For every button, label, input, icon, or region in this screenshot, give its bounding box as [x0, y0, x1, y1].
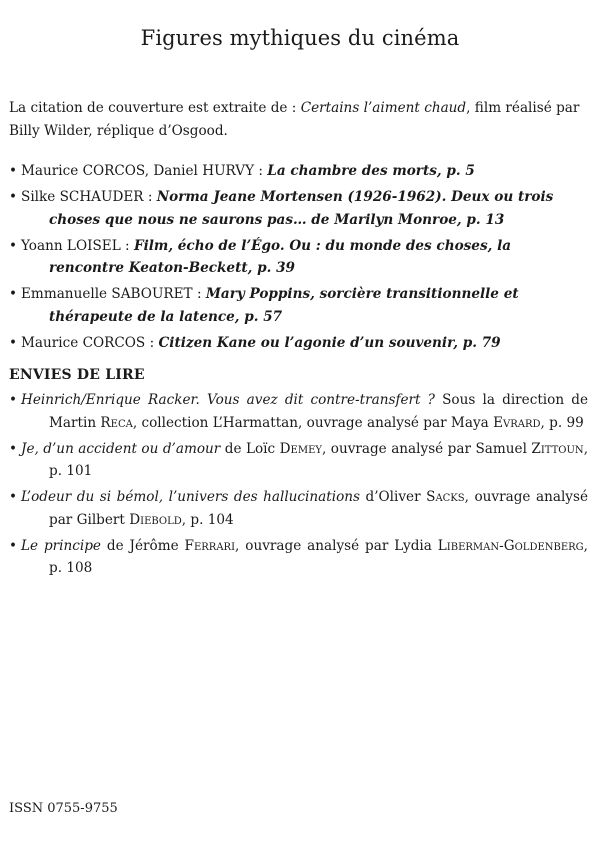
contribution-author: Silke SCHAUDER :	[21, 189, 157, 205]
intro-film: Certains l’aiment chaud	[300, 100, 467, 116]
review-author-name: Demey	[279, 440, 322, 457]
page-title: Figures mythiques du cinéma	[140, 26, 460, 50]
bullet-icon: •	[9, 489, 18, 505]
review-text: Sous la direction de Martin	[49, 392, 588, 431]
review-analyst-name: Diebold	[129, 511, 182, 528]
bullet-icon: •	[9, 286, 18, 302]
review-author-name: Reca	[100, 414, 133, 431]
contribution-author: Maurice CORCOS, Daniel HURVY :	[21, 163, 268, 179]
review-text: , ouvrage analysé par Gilbert	[49, 489, 588, 528]
review-book-title: L’odeur du si bémol, l’univers des hallucinations	[21, 489, 360, 505]
contribution-item	[0, 160, 586, 183]
contribution-item	[0, 332, 586, 355]
review-page: , p. 104	[181, 511, 234, 528]
bullet-icon: •	[9, 163, 18, 179]
review-text: , ouvrage analysé par Lydia	[235, 537, 438, 554]
issn-number: ISSN 0755-9755	[9, 801, 118, 816]
review-text: de Loïc	[220, 440, 280, 457]
review-book-title: Heinrich/Enrique Racker. Vous avez dit contre-transfert ?	[21, 392, 435, 408]
intro-tail: , film réalisé par Billy Wilder, réplique d’Osgood.	[9, 100, 580, 139]
review-page: , p. 99	[540, 414, 584, 431]
cover-quote-note	[9, 97, 584, 143]
bullet-icon: •	[9, 334, 18, 351]
review-item	[0, 486, 588, 531]
section-heading-envies: ENVIES DE LIRE	[9, 367, 145, 383]
review-book-title: Le principe	[21, 537, 101, 554]
review-page: , p. 108	[49, 537, 588, 576]
review-item	[0, 535, 588, 580]
contribution-author: Emmanuelle SABOURET :	[21, 286, 206, 302]
contribution-item	[0, 283, 586, 328]
contribution-author: Yoann LOISEL :	[21, 237, 134, 254]
contribution-title: Norma Jeane Mortensen (1926-1962). Deux ou trois choses que nous ne saurons pas… de Marilyn Monroe, p. 13	[49, 189, 554, 228]
envies-list	[0, 389, 588, 583]
review-text: de Jérôme	[100, 537, 185, 554]
contribution-title: La chambre des morts, p. 5	[267, 163, 475, 179]
review-analyst-name: Zittoun	[531, 440, 584, 457]
review-text: , collection L’Harmattan, ouvrage analysé par Maya	[132, 414, 494, 431]
bullet-icon: •	[9, 189, 18, 205]
bullet-icon: •	[9, 440, 18, 457]
review-analyst-name: Evrard	[493, 414, 541, 431]
contribution-title: Citizen Kane ou l’agonie d’un souvenir, p. 79	[158, 334, 501, 351]
contribution-title: Mary Poppins, sorcière transitionnelle et thérapeute de la latence, p. 57	[49, 286, 519, 325]
contribution-item	[0, 235, 586, 280]
review-author-name: Ferrari	[184, 537, 236, 554]
review-analyst-name: Liberman-Goldenberg	[437, 537, 584, 554]
review-text: , ouvrage analysé par Samuel	[321, 440, 532, 457]
review-item	[0, 438, 588, 483]
bullet-icon: •	[9, 237, 18, 254]
review-author-name: Sacks	[426, 489, 465, 505]
review-page: , p. 101	[49, 440, 589, 479]
review-text: d’Oliver	[359, 489, 427, 505]
review-book-title: Je, d’un accident ou d’amour	[21, 440, 221, 457]
review-item	[0, 389, 588, 434]
contribution-author: Maurice CORCOS :	[21, 334, 159, 351]
contribution-title: Film, écho de l’Égo. Ou : du monde des choses, la rencontre Keaton-Beckett, p. 39	[49, 237, 512, 276]
contributions-list	[0, 160, 586, 358]
intro-lead: La citation de couverture est extraite de :	[9, 100, 301, 116]
contribution-item	[0, 186, 586, 231]
bullet-icon: •	[9, 537, 18, 554]
bullet-icon: •	[9, 392, 18, 408]
